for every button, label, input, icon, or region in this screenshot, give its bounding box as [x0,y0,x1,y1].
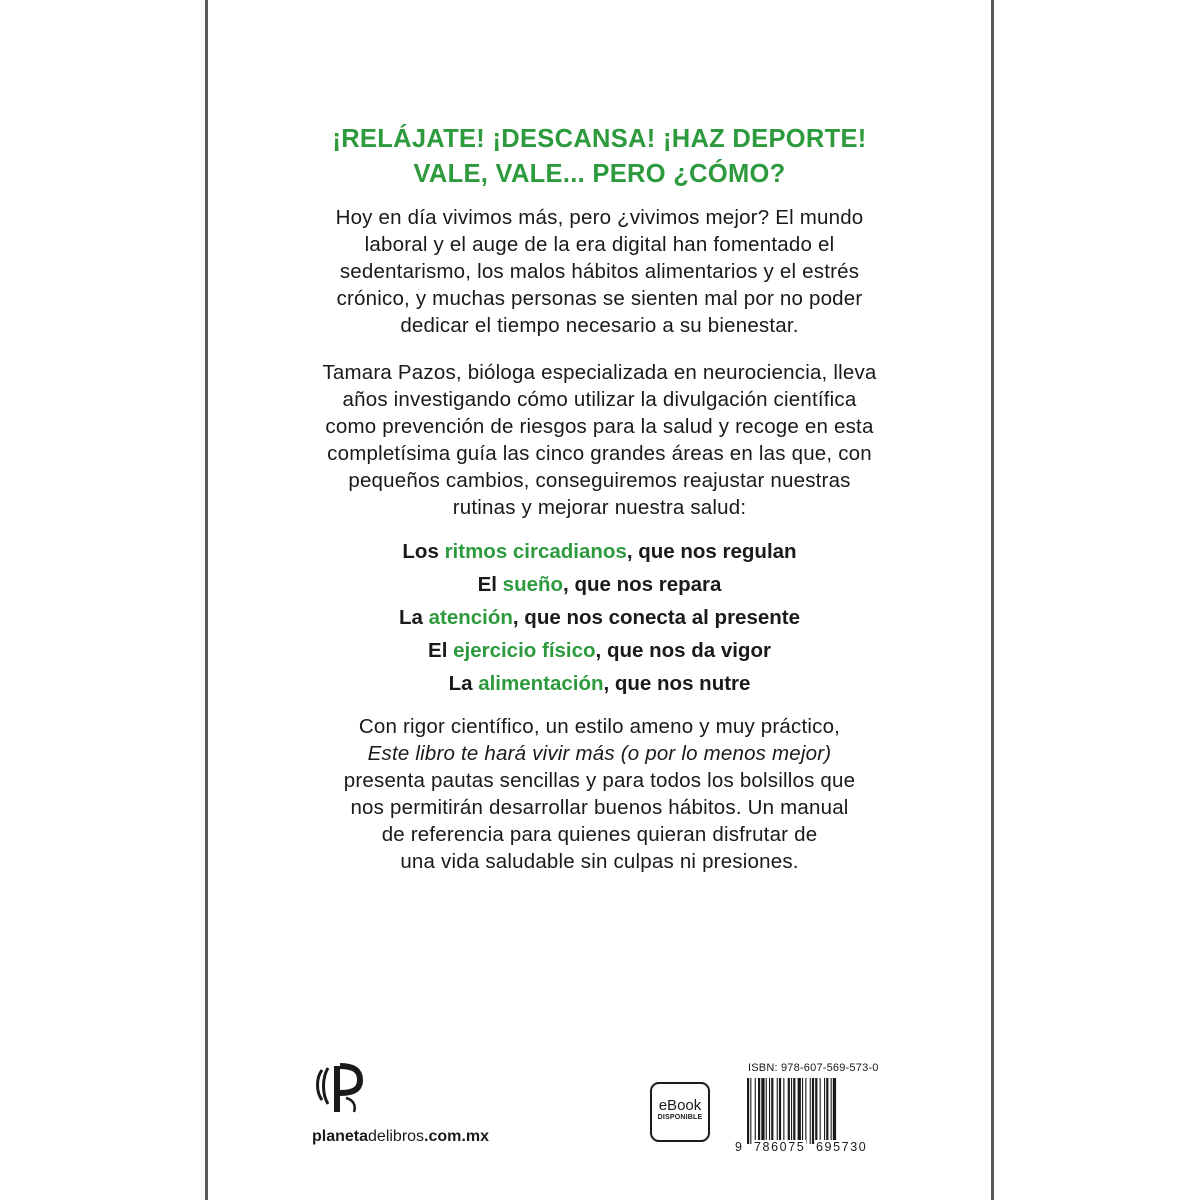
isbn-label: ISBN: 978-607-569-573-0 [748,1062,879,1074]
book-title-line: Este libro te hará vivir más (o por lo menos mejor) [367,742,832,765]
area-item [208,634,991,667]
closing-line: Con rigor científico, un estilo ameno y muy práctico, [358,715,841,738]
barcode-first-digit: 9 [735,1140,742,1154]
author-line: como prevención de riesgos para la salud y recoge en esta [325,415,874,438]
closing-line: de referencia para quienes quieran disfrutar de [381,823,818,846]
intro-line: crónico, y muchas personas se sienten mal por no poder [336,287,863,310]
area-highlight: atención [428,606,513,629]
intro-line: Hoy en día vivimos más, pero ¿vivimos mejor? El mundo [335,206,864,229]
area-item [208,568,991,601]
closing-line: nos permitirán desarrollar buenos hábitos. Un manual [350,796,849,819]
area-prefix: El [428,639,454,662]
ebook-badge [650,1082,710,1142]
closing-line: una vida saludable sin culpas ni presiones. [400,850,799,873]
area-prefix: La [398,606,429,629]
author-line: rutinas y mejorar nuestra salud: [452,496,747,519]
author-line: años investigando cómo utilizar la divulgación científica [342,388,857,411]
publisher-logo-icon [312,1062,368,1118]
author-line: pequeños cambios, conseguiremos reajustar nuestras [348,469,851,492]
site-part: .com.mx [424,1128,489,1145]
author-line: Tamara Pazos, bióloga especializada en neurociencia, lleva [322,361,877,384]
headline [208,122,991,192]
back-cover [208,0,991,1200]
author-paragraph [208,359,991,521]
ebook-label: eBook [658,1097,702,1114]
closing-line: presenta pautas sencillas y para todos los bolsillos que [343,769,856,792]
publisher-website [312,1128,489,1146]
area-highlight: sueño [502,573,564,596]
barcode-group-2: 695730 [816,1140,868,1154]
right-border [991,0,994,1200]
area-suffix: , que nos nutre [603,672,751,695]
five-areas-list [208,535,991,700]
area-highlight: ejercicio físico [453,639,596,662]
site-part: planeta [312,1128,369,1145]
area-highlight: ritmos circadianos [444,540,627,563]
area-suffix: , que nos da vigor [595,639,771,662]
closing-paragraph [208,713,991,875]
area-item [208,667,991,700]
area-suffix: , que nos conecta al presente [512,606,800,629]
intro-paragraph [208,204,991,339]
intro-line: dedicar el tiempo necesario a su bienestar. [400,314,799,337]
area-suffix: , que nos regulan [626,540,797,563]
headline-line-1: ¡RELÁJATE! ¡DESCANSA! ¡HAZ DEPORTE! [332,125,867,153]
ebook-available-label: DISPONIBLE [657,1114,703,1121]
area-item [208,601,991,634]
area-prefix: El [477,573,503,596]
area-prefix: Los [402,540,445,563]
area-highlight: alimentación [478,672,604,695]
intro-line: sedentarismo, los malos hábitos alimentarios y el estrés [339,260,860,283]
area-item [208,535,991,568]
headline-line-2: VALE, VALE... PERO ¿CÓMO? [413,160,786,188]
area-prefix: La [448,672,479,695]
area-suffix: , que nos repara [563,573,722,596]
site-part: delibros [368,1128,425,1145]
author-line: completísima guía las cinco grandes áreas en las que, con [327,442,872,465]
intro-line: laboral y el auge de la era digital han fomentado el [364,233,835,256]
barcode-group-1: 786075 [754,1140,806,1154]
